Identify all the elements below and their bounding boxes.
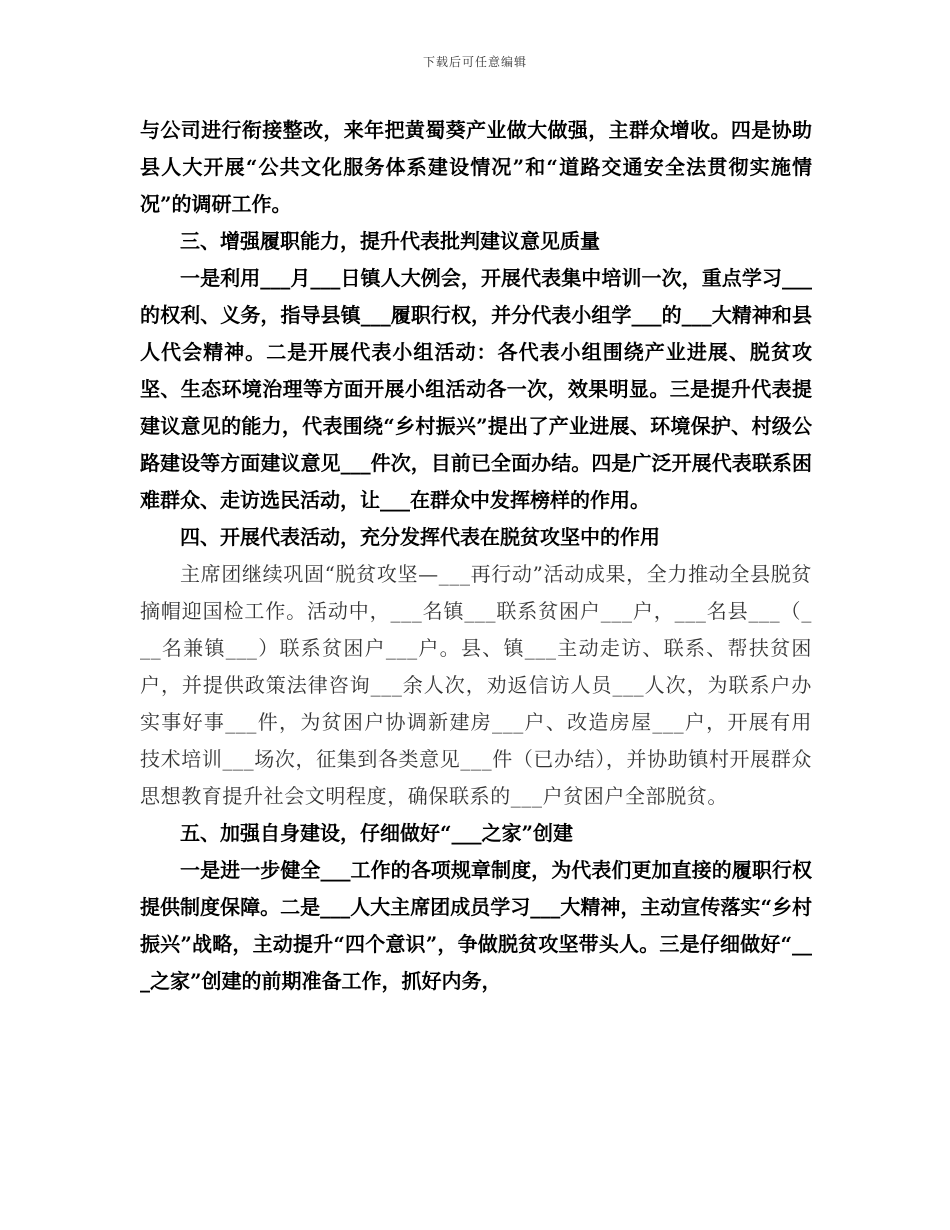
section-3-heading: 三、增强履职能力，提升代表批判建议意见质量	[180, 229, 600, 253]
section-4-body: 主席团继续巩固“脱贫攻坚—___再行动”活动成果，全力推动全县脱贫摘帽迎国检工作。活动中，___名镇___联系贫困户___户，___名县___（___名兼镇___）联系贫困户___户。县、镇___主动走访、联系、帮扶贫困户，并提供政策法律咨询___余人次，劝返信访人员___人次，为联系户办实事好事___件，为贫困户协调新建房___户、改造房屋___户，开展有用技术培训___场次，征集到各类意见___件（已办结），并协助镇村开展群众思想教育提升社会文明程度，确保联系的___户贫困户全部脱贫。	[140, 562, 812, 808]
section-4-heading: 四、开展代表活动，充分发挥代表在脱贫攻坚中的作用	[180, 525, 660, 549]
section-3-body: 一是利用___月___日镇人大例会，开展代表集中培训一次，重点学习___的权利、义务，指导县镇___履职行权，并分代表小组学___的___大精神和县人代会精神。二是开展代表小组活动：各代表小组围绕产业进展、脱贫攻坚、生态环境治理等方面开展小组活动各一次，效果明显。三是提升代表提建议意见的能力，代表围绕“乡村振兴”提出了产业进展、环境保护、村级公路建设等方面建议意见___件次，目前已全面办结。四是广泛开展代表联系困难群众、走访选民活动，让___在群众中发挥榜样的作用。	[140, 266, 812, 512]
section-5-heading: 五、加强自身建设，仔细做好“___之家”创建	[180, 821, 574, 845]
paragraph-continuation: 与公司进行衔接整改，来年把黄蜀葵产业做大做强，主群众增收。四是协助县人大开展“公共文化服务体系建设情况”和“道路交通安全法贯彻实施情况”的调研工作。	[140, 118, 812, 216]
document-body	[140, 112, 812, 1000]
page-header: 下载后可任意编辑	[422, 55, 527, 69]
section-5-body: 一是进一步健全___工作的各项规章制度，为代表们更加直接的履职行权提供制度保障。二是___人大主席团成员学习___大精神，主动宣传落实“乡村振兴”战略，主动提升“四个意识”，争做脱贫攻坚带头人。三是仔细做好“___之家”创建的前期准备工作，抓好内务，	[140, 858, 812, 993]
